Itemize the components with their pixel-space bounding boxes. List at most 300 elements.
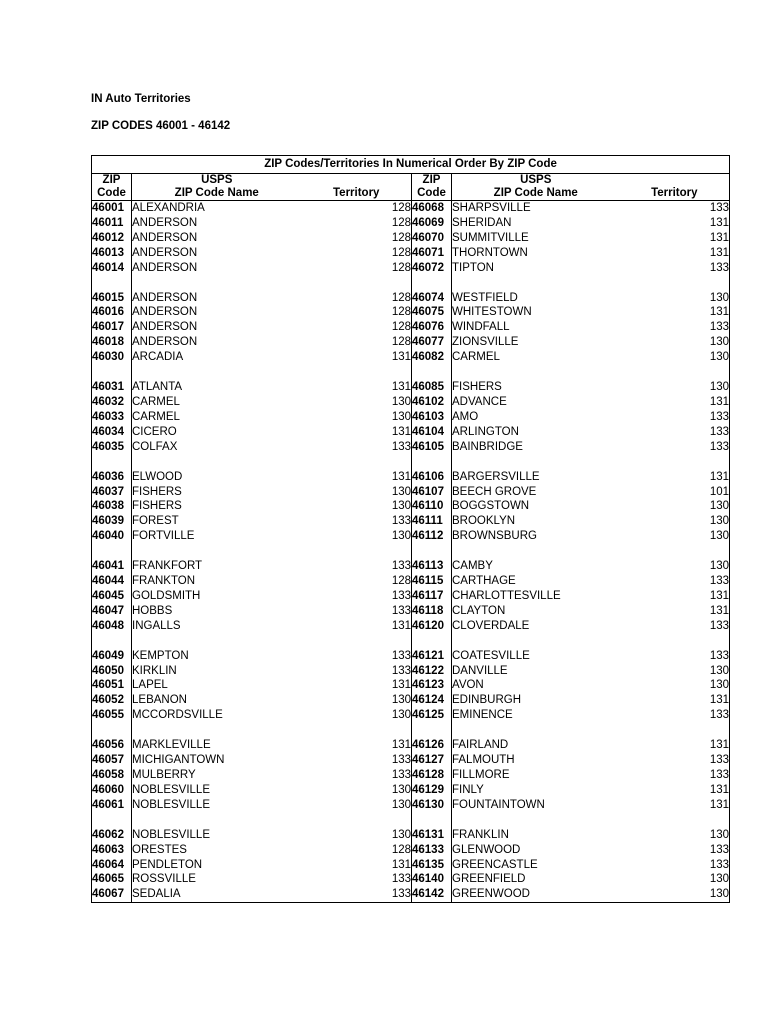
zip-code-name-cell: ARCADIA xyxy=(132,350,302,365)
territory-cell: 130 xyxy=(709,828,730,841)
territory-cell: 133 xyxy=(391,888,411,901)
zip-code-cell: 46037 xyxy=(92,485,124,498)
zip-code-cell: 46110 xyxy=(412,499,452,514)
territory-cell: 131 xyxy=(709,246,730,259)
spacer-cell xyxy=(452,455,620,470)
spacer-cell xyxy=(92,276,132,291)
spacer-cell xyxy=(92,455,132,470)
zip-code-name-cell: BAINBRIDGE xyxy=(452,440,620,455)
zip-code-cell: 46048 xyxy=(92,619,124,632)
zip-code-cell: 46076 xyxy=(412,320,452,335)
zip-code-cell: 46031 xyxy=(92,381,124,394)
zip-code-cell: 46034 xyxy=(92,425,124,438)
spacer-cell xyxy=(412,365,452,380)
zip-code-cell: 46011 xyxy=(92,216,124,229)
table-row xyxy=(92,708,730,723)
table-row xyxy=(92,514,730,529)
zip-code-cell: 46013 xyxy=(92,246,124,259)
spacer-cell xyxy=(132,544,302,559)
zip-code-name-cell: MCCORDSVILLE xyxy=(132,708,302,723)
zip-code-cell: 46122 xyxy=(412,664,452,679)
zip-code-name-cell: CARMEL xyxy=(132,410,302,425)
table-row xyxy=(92,738,730,753)
table-row xyxy=(92,798,730,813)
zip-code-cell: 46125 xyxy=(412,708,452,723)
zip-code-cell: 46129 xyxy=(412,783,452,798)
territory-cell: 130 xyxy=(391,500,411,513)
zip-code-cell: 46121 xyxy=(412,649,452,664)
territory-cell: 131 xyxy=(709,783,730,796)
table-row xyxy=(92,499,730,514)
zip-code-name-cell: NOBLESVILLE xyxy=(132,828,302,843)
zip-code-cell: 46058 xyxy=(92,769,124,781)
table-row xyxy=(92,485,730,500)
spacer-cell xyxy=(620,634,730,649)
zip-code-cell: 46102 xyxy=(412,395,452,410)
zip-code-cell: 46074 xyxy=(412,291,452,306)
spacer-cell xyxy=(302,634,412,649)
spacer-cell xyxy=(452,813,620,828)
zip-code-cell: 46056 xyxy=(92,739,124,752)
zip-code-cell: 46040 xyxy=(92,530,124,543)
zip-code-name-cell: CARMEL xyxy=(452,350,620,365)
zip-code-cell: 46106 xyxy=(412,470,452,485)
territory-cell: 133 xyxy=(391,769,411,781)
zip-code-cell: 46062 xyxy=(92,828,124,841)
zip-code-name-cell: CLOVERDALE xyxy=(452,619,620,634)
zip-code-cell: 46070 xyxy=(412,231,452,246)
zip-code-cell: 46111 xyxy=(412,514,452,529)
zip-code-name-cell: FISHERS xyxy=(452,380,620,395)
territory-cell: 133 xyxy=(709,649,730,662)
territory-cell: 130 xyxy=(391,828,411,841)
zip-code-cell: 46018 xyxy=(92,336,124,349)
table-row xyxy=(92,872,730,887)
zip-code-name-cell: FALMOUTH xyxy=(452,753,620,768)
group-spacer-row xyxy=(92,276,730,291)
table-row xyxy=(92,559,730,574)
territory-header: Territory xyxy=(302,174,412,201)
zip-code-name-cell: ANDERSON xyxy=(132,335,302,350)
zip-code-name-cell: BROWNSBURG xyxy=(452,529,620,544)
territory-cell: 133 xyxy=(709,858,730,871)
zip-code-cell: 46112 xyxy=(412,529,452,544)
zip-code-name-cell: GREENFIELD xyxy=(452,872,620,887)
zip-code-name-cell: FISHERS xyxy=(132,499,302,514)
territory-cell: 130 xyxy=(391,395,411,408)
spacer-cell xyxy=(302,813,412,828)
territory-cell: 131 xyxy=(709,604,730,617)
table-row xyxy=(92,887,730,902)
spacer-cell xyxy=(620,365,730,380)
spacer-cell xyxy=(412,455,452,470)
spacer-cell xyxy=(302,544,412,559)
table-row xyxy=(92,395,730,410)
zip-code-cell: 46067 xyxy=(92,888,124,901)
territory-cell: 133 xyxy=(391,589,411,602)
table-row xyxy=(92,649,730,664)
territory-cell: 130 xyxy=(391,410,411,423)
zip-code-name-header: USPS ZIP Code Name xyxy=(452,174,620,201)
spacer-cell xyxy=(412,634,452,649)
territory-cell: 130 xyxy=(391,485,411,498)
territory-cell: 128 xyxy=(391,336,411,349)
zip-code-name-cell: FORTVILLE xyxy=(132,529,302,544)
zip-code-name-cell: CARTHAGE xyxy=(452,574,620,589)
zip-code-name-cell: PENDLETON xyxy=(132,858,302,873)
territory-cell: 131 xyxy=(709,231,730,244)
zip-code-cell: 46127 xyxy=(412,753,452,768)
territory-cell: 131 xyxy=(391,739,411,752)
spacer-cell xyxy=(132,276,302,291)
table-row xyxy=(92,410,730,425)
table-caption: ZIP Codes/Territories In Numerical Order By ZIP Code xyxy=(92,156,730,174)
territory-cell: 130 xyxy=(709,530,730,543)
zip-code-cell: 46124 xyxy=(412,693,452,708)
territory-cell: 130 xyxy=(709,291,730,304)
zip-code-cell: 46041 xyxy=(92,560,124,573)
zip-code-name-cell: WINDFALL xyxy=(452,320,620,335)
zip-code-cell: 46064 xyxy=(92,858,124,871)
zip-code-name-cell: ARLINGTON xyxy=(452,425,620,440)
territory-cell: 131 xyxy=(391,858,411,871)
territory-cell: 128 xyxy=(391,306,411,319)
zip-code-cell: 46060 xyxy=(92,783,124,796)
territory-cell: 130 xyxy=(709,351,730,364)
table-row xyxy=(92,768,730,783)
territory-cell: 128 xyxy=(391,216,411,229)
territory-cell: 130 xyxy=(709,336,730,349)
zip-code-cell: 46015 xyxy=(92,291,124,304)
zip-code-cell: 46120 xyxy=(412,619,452,634)
table-row xyxy=(92,470,730,485)
zip-code-name-cell: ANDERSON xyxy=(132,305,302,320)
zip-code-cell: 46049 xyxy=(92,649,124,662)
territory-cell: 130 xyxy=(709,873,730,886)
territory-cell: 128 xyxy=(391,291,411,304)
zip-code-cell: 46140 xyxy=(412,872,452,887)
zip-code-cell: 46075 xyxy=(412,305,452,320)
zip-code-name-cell: LAPEL xyxy=(132,678,302,693)
zip-code-cell: 46104 xyxy=(412,425,452,440)
zip-code-name-cell: FINLY xyxy=(452,783,620,798)
spacer-cell xyxy=(132,813,302,828)
zip-code-cell: 46135 xyxy=(412,858,452,873)
zip-code-name-cell: MICHIGANTOWN xyxy=(132,753,302,768)
spacer-cell xyxy=(412,544,452,559)
spacer-cell xyxy=(92,813,132,828)
zip-code-name-cell: SHARPSVILLE xyxy=(452,201,620,216)
spacer-cell xyxy=(452,276,620,291)
spacer-cell xyxy=(302,723,412,738)
zip-code-cell: 46071 xyxy=(412,246,452,261)
territory-cell: 131 xyxy=(709,470,730,483)
zip-code-name-header: USPS ZIP Code Name xyxy=(132,174,302,201)
table-row xyxy=(92,440,730,455)
zip-code-cell: 46055 xyxy=(92,709,124,722)
territory-cell: 131 xyxy=(391,470,411,483)
zip-code-cell: 46130 xyxy=(412,798,452,813)
zip-code-cell: 46044 xyxy=(92,575,124,588)
zip-code-name-cell: CLAYTON xyxy=(452,604,620,619)
zip-code-header: ZIP Code xyxy=(412,174,452,201)
table-row xyxy=(92,291,730,306)
zip-code-name-cell: GREENWOOD xyxy=(452,887,620,902)
spacer-cell xyxy=(412,813,452,828)
table-row xyxy=(92,350,730,365)
territory-cell: 130 xyxy=(709,679,730,692)
zip-code-name-cell: ZIONSVILLE xyxy=(452,335,620,350)
table-row xyxy=(92,380,730,395)
territory-cell: 130 xyxy=(391,798,411,811)
table-row xyxy=(92,529,730,544)
zip-code-name-cell: ANDERSON xyxy=(132,246,302,261)
document-title: IN Auto Territories xyxy=(91,93,191,105)
territory-cell: 128 xyxy=(391,246,411,259)
zip-code-cell: 46123 xyxy=(412,678,452,693)
zip-code-name-cell: ANDERSON xyxy=(132,261,302,276)
spacer-cell xyxy=(620,723,730,738)
zip-code-name-cell: BARGERSVILLE xyxy=(452,470,620,485)
territory-cell: 101 xyxy=(709,485,730,498)
zip-code-cell: 46050 xyxy=(92,664,124,677)
table-row xyxy=(92,231,730,246)
spacer-cell xyxy=(132,455,302,470)
territory-cell: 133 xyxy=(709,769,730,781)
zip-code-cell: 46077 xyxy=(412,335,452,350)
territory-cell: 128 xyxy=(391,575,411,588)
zip-code-cell: 46103 xyxy=(412,410,452,425)
zip-code-name-cell: MARKLEVILLE xyxy=(132,738,302,753)
zip-code-name-cell: MULBERRY xyxy=(132,768,302,783)
territory-cell: 133 xyxy=(391,873,411,886)
territory-cell: 131 xyxy=(709,306,730,319)
zip-code-name-cell: FOREST xyxy=(132,514,302,529)
zip-code-name-cell: ORESTES xyxy=(132,843,302,858)
territory-cell: 128 xyxy=(391,261,411,274)
table-row xyxy=(92,753,730,768)
zip-code-name-cell: FILLMORE xyxy=(452,768,620,783)
zip-code-name-cell: CAMBY xyxy=(452,559,620,574)
zip-code-cell: 46001 xyxy=(92,202,124,214)
table-row xyxy=(92,619,730,634)
zip-code-name-cell: ANDERSON xyxy=(132,320,302,335)
zip-code-cell: 46113 xyxy=(412,559,452,574)
territory-cell: 133 xyxy=(709,261,730,274)
zip-code-cell: 46063 xyxy=(92,843,124,856)
territory-cell: 133 xyxy=(391,440,411,453)
territory-cell: 133 xyxy=(391,604,411,617)
zip-code-header: ZIP Code xyxy=(92,174,132,201)
territory-cell: 130 xyxy=(391,709,411,722)
territory-cell: 128 xyxy=(391,843,411,856)
territory-cell: 128 xyxy=(391,321,411,334)
table-row xyxy=(92,828,730,843)
territory-cell: 131 xyxy=(391,425,411,438)
territory-cell: 130 xyxy=(709,664,730,677)
table-row xyxy=(92,335,730,350)
zip-code-name-cell: ATLANTA xyxy=(132,380,302,395)
zip-code-name-cell: AMO xyxy=(452,410,620,425)
spacer-cell xyxy=(92,723,132,738)
territory-cell: 133 xyxy=(391,515,411,528)
table-body xyxy=(92,201,730,903)
table-row xyxy=(92,783,730,798)
territory-cell: 131 xyxy=(391,381,411,394)
zip-code-cell: 46068 xyxy=(412,201,452,216)
zip-code-cell: 46052 xyxy=(92,694,124,707)
territory-cell: 130 xyxy=(709,888,730,901)
spacer-cell xyxy=(620,276,730,291)
table-row xyxy=(92,216,730,231)
zip-code-cell: 46082 xyxy=(412,350,452,365)
territory-cell: 133 xyxy=(709,410,730,423)
territory-cell: 133 xyxy=(391,560,411,573)
zip-code-cell: 46061 xyxy=(92,798,124,811)
zip-code-name-cell: DANVILLE xyxy=(452,664,620,679)
zip-code-cell: 46014 xyxy=(92,261,124,274)
table-row xyxy=(92,589,730,604)
table-row xyxy=(92,574,730,589)
territory-cell: 133 xyxy=(709,202,730,214)
territory-cell: 133 xyxy=(709,440,730,453)
spacer-cell xyxy=(92,544,132,559)
territory-cell: 133 xyxy=(709,709,730,722)
territory-cell: 131 xyxy=(709,395,730,408)
table-row xyxy=(92,664,730,679)
territory-cell: 131 xyxy=(709,694,730,707)
spacer-cell xyxy=(302,365,412,380)
territory-cell: 131 xyxy=(391,351,411,364)
zip-code-cell: 46057 xyxy=(92,754,124,767)
zip-code-name-cell: SEDALIA xyxy=(132,887,302,902)
zip-code-name-cell: TIPTON xyxy=(452,261,620,276)
territory-cell: 130 xyxy=(709,515,730,528)
zip-code-cell: 46016 xyxy=(92,306,124,319)
territory-cell: 131 xyxy=(391,619,411,632)
table-row xyxy=(92,261,730,276)
zip-code-name-cell: COATESVILLE xyxy=(452,649,620,664)
zip-code-cell: 46115 xyxy=(412,574,452,589)
territory-cell: 133 xyxy=(709,425,730,438)
zip-code-cell: 46017 xyxy=(92,321,124,334)
zip-code-name-cell: FRANKTON xyxy=(132,574,302,589)
zip-code-name-cell: FRANKFORT xyxy=(132,559,302,574)
territory-cell: 131 xyxy=(709,739,730,752)
zip-code-name-cell: ALEXANDRIA xyxy=(132,201,302,216)
zip-code-name-cell: FAIRLAND xyxy=(452,738,620,753)
spacer-cell xyxy=(302,276,412,291)
territory-cell: 131 xyxy=(709,216,730,229)
territory-cell: 133 xyxy=(391,664,411,677)
zip-code-name-cell: KEMPTON xyxy=(132,649,302,664)
table-row xyxy=(92,201,730,216)
zip-code-name-cell: NOBLESVILLE xyxy=(132,783,302,798)
table-row xyxy=(92,858,730,873)
spacer-cell xyxy=(92,365,132,380)
table-row xyxy=(92,305,730,320)
spacer-cell xyxy=(620,544,730,559)
zip-code-cell: 46105 xyxy=(412,440,452,455)
zip-code-name-cell: THORNTOWN xyxy=(452,246,620,261)
territory-cell: 130 xyxy=(709,560,730,573)
group-spacer-row xyxy=(92,813,730,828)
zip-code-cell: 46069 xyxy=(412,216,452,231)
zip-code-cell: 46126 xyxy=(412,738,452,753)
zip-code-cell: 46133 xyxy=(412,843,452,858)
zip-code-name-cell: KIRKLIN xyxy=(132,664,302,679)
spacer-cell xyxy=(412,276,452,291)
zip-code-name-cell: FOUNTAINTOWN xyxy=(452,798,620,813)
zip-code-cell: 46038 xyxy=(92,500,124,513)
spacer-cell xyxy=(412,723,452,738)
column-header-row xyxy=(92,174,730,201)
spacer-cell xyxy=(132,365,302,380)
territory-cell: 128 xyxy=(391,202,411,214)
spacer-cell xyxy=(452,634,620,649)
zip-code-cell: 46131 xyxy=(412,828,452,843)
zip-code-cell: 46032 xyxy=(92,395,124,408)
zip-code-name-cell: CHARLOTTESVILLE xyxy=(452,589,620,604)
zip-code-name-cell: WESTFIELD xyxy=(452,291,620,306)
spacer-cell xyxy=(452,365,620,380)
zip-code-cell: 46085 xyxy=(412,380,452,395)
territory-header: Territory xyxy=(620,174,730,201)
zip-code-name-cell: CICERO xyxy=(132,425,302,440)
zip-code-cell: 46036 xyxy=(92,470,124,483)
zip-code-name-cell: CARMEL xyxy=(132,395,302,410)
territory-cell: 130 xyxy=(709,500,730,513)
group-spacer-row xyxy=(92,723,730,738)
zip-code-name-cell: ANDERSON xyxy=(132,216,302,231)
zip-code-name-cell: COLFAX xyxy=(132,440,302,455)
territory-cell: 131 xyxy=(709,589,730,602)
territory-cell: 130 xyxy=(391,694,411,707)
territory-cell: 130 xyxy=(709,381,730,394)
territory-cell: 130 xyxy=(391,530,411,543)
territory-cell: 131 xyxy=(391,679,411,692)
zip-territory-table xyxy=(91,155,730,903)
zip-code-name-cell: BOGGSTOWN xyxy=(452,499,620,514)
spacer-cell xyxy=(452,723,620,738)
territory-cell: 133 xyxy=(709,843,730,856)
zip-code-cell: 46051 xyxy=(92,679,124,692)
group-spacer-row xyxy=(92,544,730,559)
spacer-cell xyxy=(92,634,132,649)
zip-code-cell: 46072 xyxy=(412,261,452,276)
spacer-cell xyxy=(620,813,730,828)
zip-code-name-cell: NOBLESVILLE xyxy=(132,798,302,813)
document-subtitle: ZIP CODES 46001 - 46142 xyxy=(91,120,231,132)
zip-code-cell: 46012 xyxy=(92,231,124,244)
zip-code-cell: 46035 xyxy=(92,440,124,453)
spacer-cell xyxy=(302,455,412,470)
group-spacer-row xyxy=(92,455,730,470)
zip-code-name-cell: LEBANON xyxy=(132,693,302,708)
table-row xyxy=(92,246,730,261)
territory-cell: 133 xyxy=(391,649,411,662)
zip-code-name-cell: ANDERSON xyxy=(132,291,302,306)
zip-code-cell: 46033 xyxy=(92,410,124,423)
territory-cell: 130 xyxy=(391,783,411,796)
zip-code-name-cell: BROOKLYN xyxy=(452,514,620,529)
table-row xyxy=(92,320,730,335)
territory-cell: 133 xyxy=(709,575,730,588)
territory-cell: 133 xyxy=(391,754,411,767)
zip-code-name-cell: GOLDSMITH xyxy=(132,589,302,604)
zip-code-name-cell: SHERIDAN xyxy=(452,216,620,231)
zip-code-name-cell: ELWOOD xyxy=(132,470,302,485)
